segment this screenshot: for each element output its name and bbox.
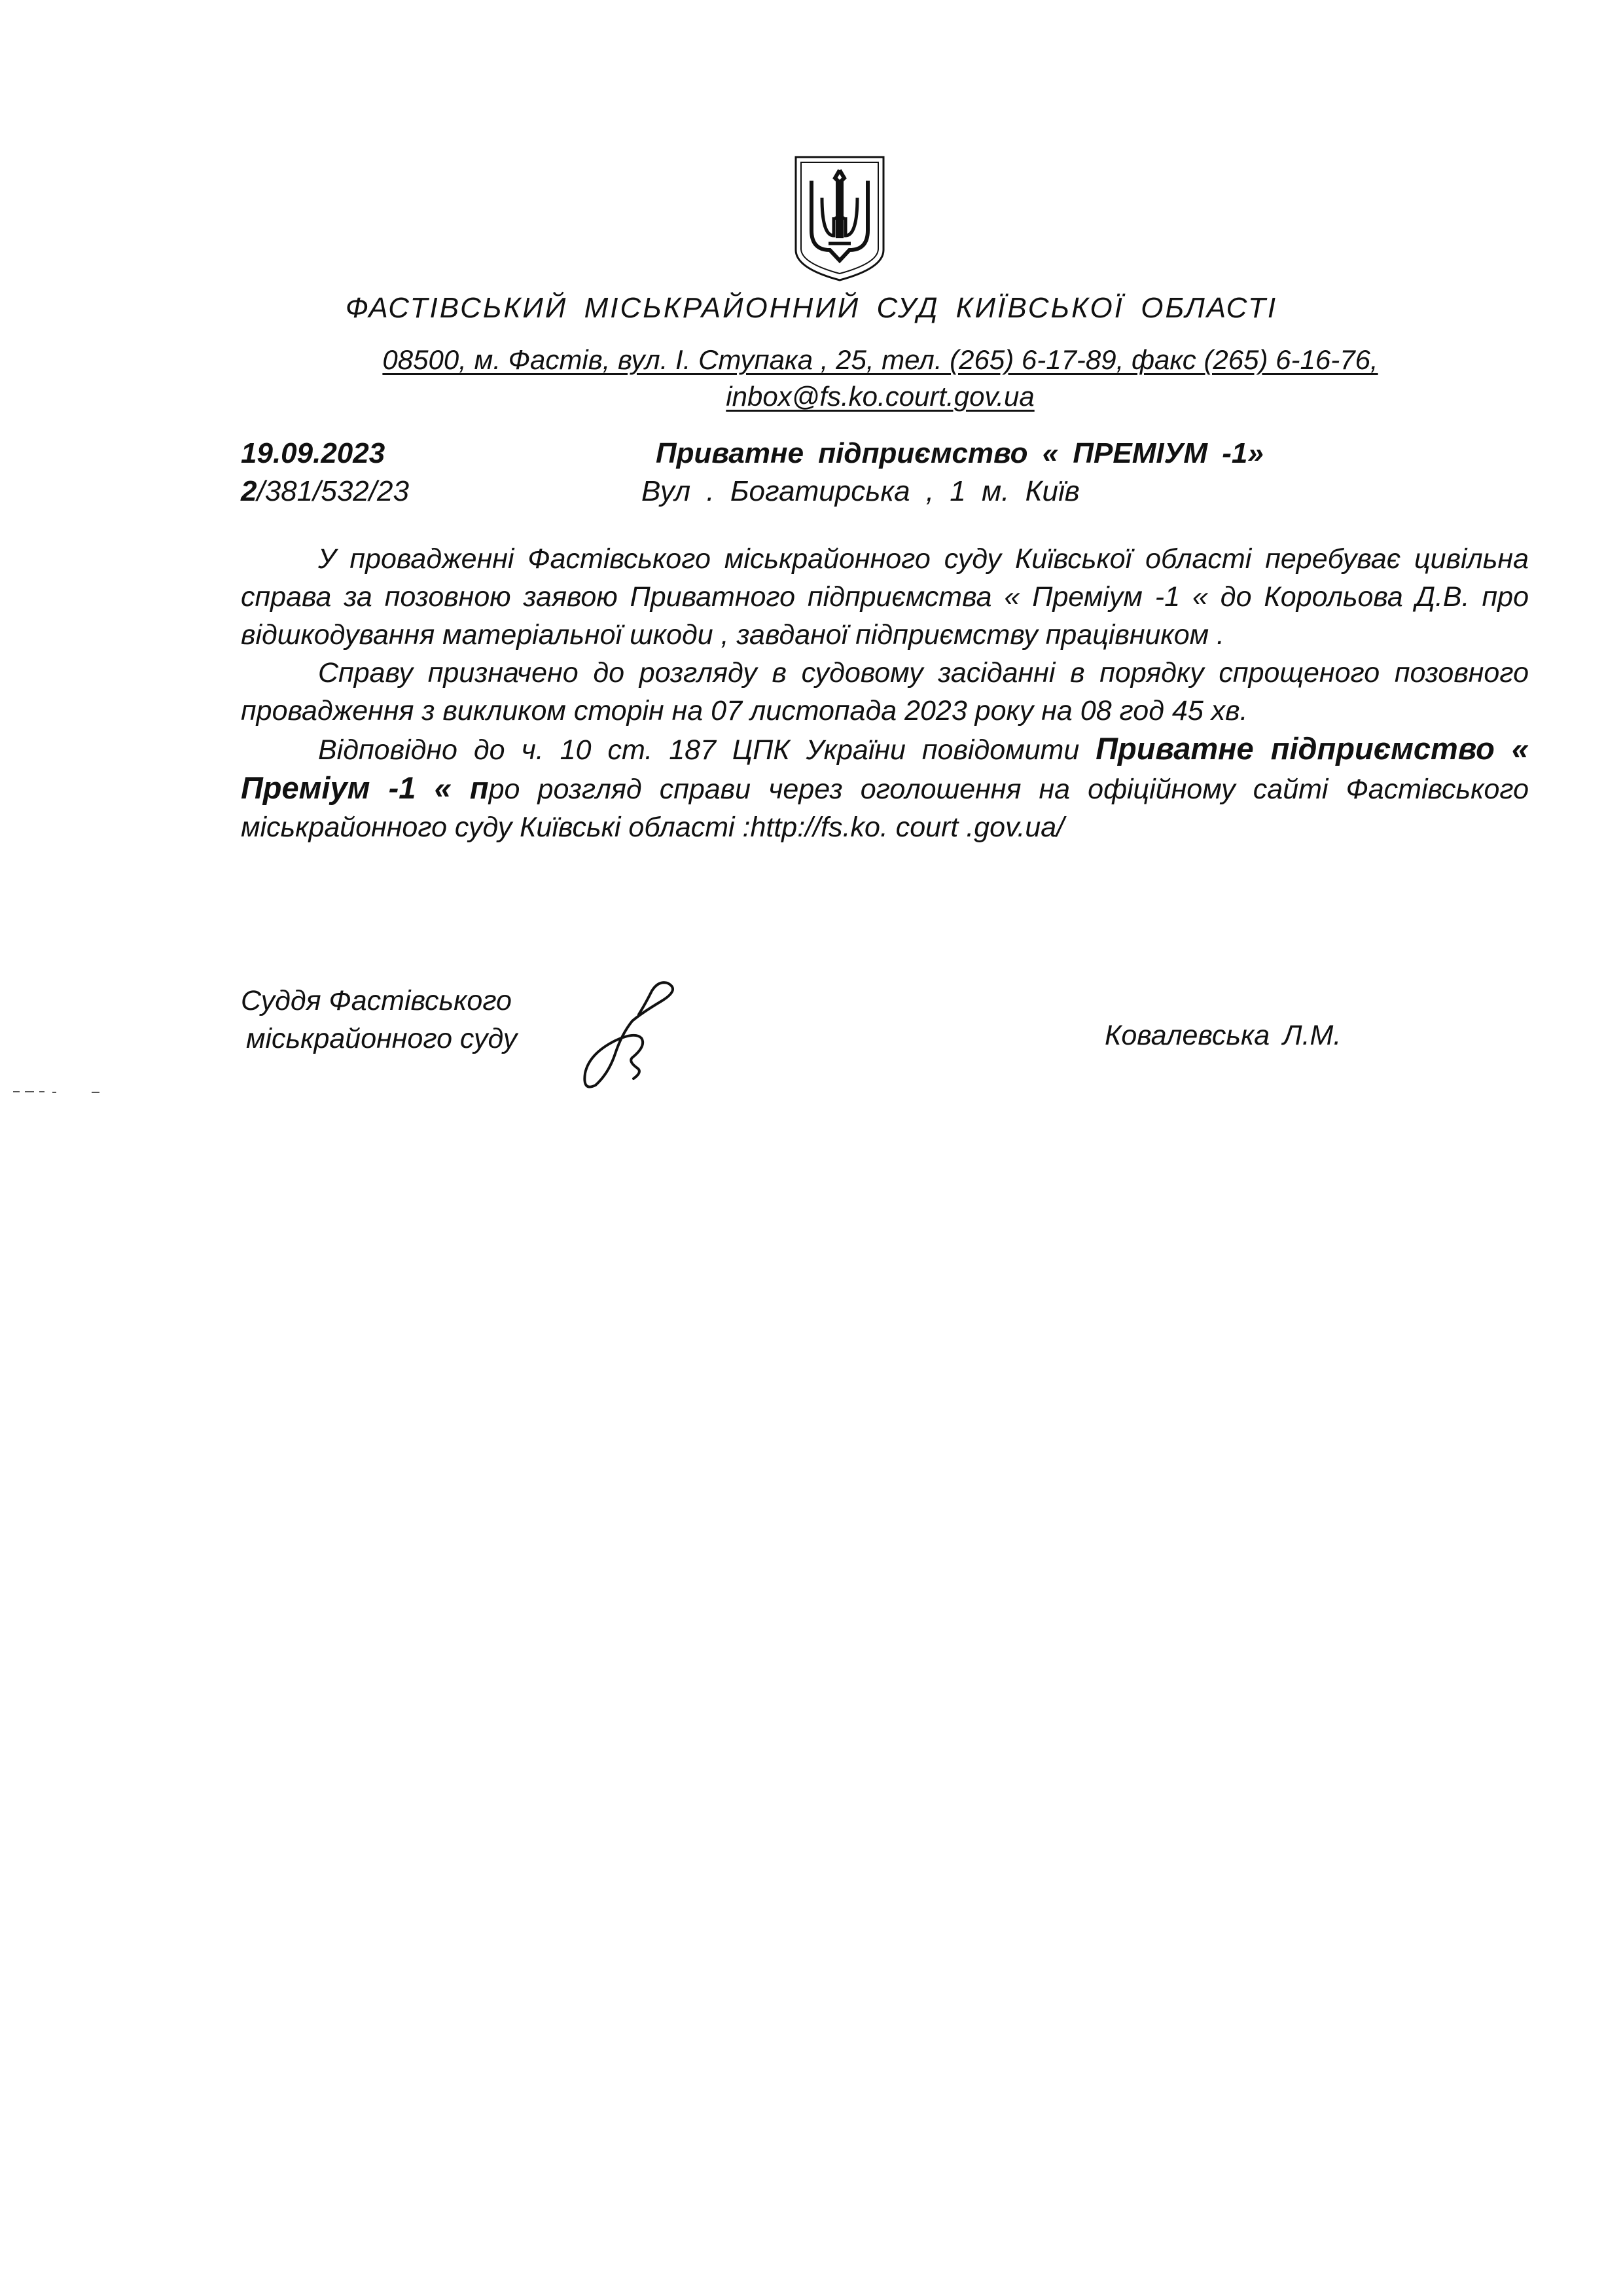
judge-title-line-1: Суддя Фастівського — [241, 985, 512, 1016]
scan-specks — [13, 1088, 118, 1096]
body-paragraph-2: Справу призначено до розгляду в судовому засіданні в порядку спрощеного позовного провадження з викликом сторін на 07 листопада 2023 року на 08 год 45 хв. — [241, 657, 1529, 726]
judge-title-line-2: міськрайонного суду — [246, 1023, 518, 1054]
addressee-block — [641, 435, 1264, 511]
paragraph-3-bold: Приватне підприємство « Преміум -1 « п — [241, 731, 1529, 805]
paragraph-3-start: Відповідно до ч. 10 ст. 187 ЦПК України повідомити — [318, 734, 1096, 766]
court-name: ФАСТІВСЬКИЙ МІСЬКРАЙОННИЙ СУД КИЇВСЬКОЇ ОБЛАСТІ — [345, 292, 1278, 324]
trident-coat-of-arms-icon — [791, 152, 889, 283]
court-address — [324, 342, 1436, 415]
letter-meta — [241, 435, 409, 511]
letter-date: 19.09.2023 — [241, 437, 385, 469]
case-number-prefix: 2 — [241, 475, 257, 507]
paragraph-3-end: ро розгляд справи через оголошення на офіційному сайті Фастівського міськрайонного суду Київські області :http://fs.ko. court .gov.ua/ — [241, 774, 1529, 843]
letter-body — [241, 540, 1529, 846]
judge-title — [241, 982, 517, 1058]
addressee-address: Вул . Богатирська , 1 м. Київ — [641, 475, 1080, 507]
court-email-link[interactable]: inbox@fs.ko.court.gov.ua — [726, 381, 1035, 412]
addressee-name: Приватне підприємство « ПРЕМІУМ -1» — [656, 437, 1264, 469]
body-paragraph-3 — [241, 730, 1529, 846]
handwritten-signature — [569, 975, 687, 1093]
court-address-line: 08500, м. Фастів, вул. І. Ступака , 25, тел. (265) 6-17-89, факс (265) 6-16-76, — [382, 344, 1378, 375]
judge-name: Ковалевська Л.М. — [1105, 1020, 1342, 1051]
case-number — [241, 473, 409, 511]
case-number-rest: /381/532/23 — [257, 475, 409, 507]
body-paragraph-1: У провадженні Фастівського міськрайонного суду Київської області перебуває цивільна справа за позовною заявою Приватного підприємства « Преміум -1 « до Корольова Д.В. про відшкодування матеріальної шкоди , завданої підприємству працівником . — [241, 543, 1529, 651]
